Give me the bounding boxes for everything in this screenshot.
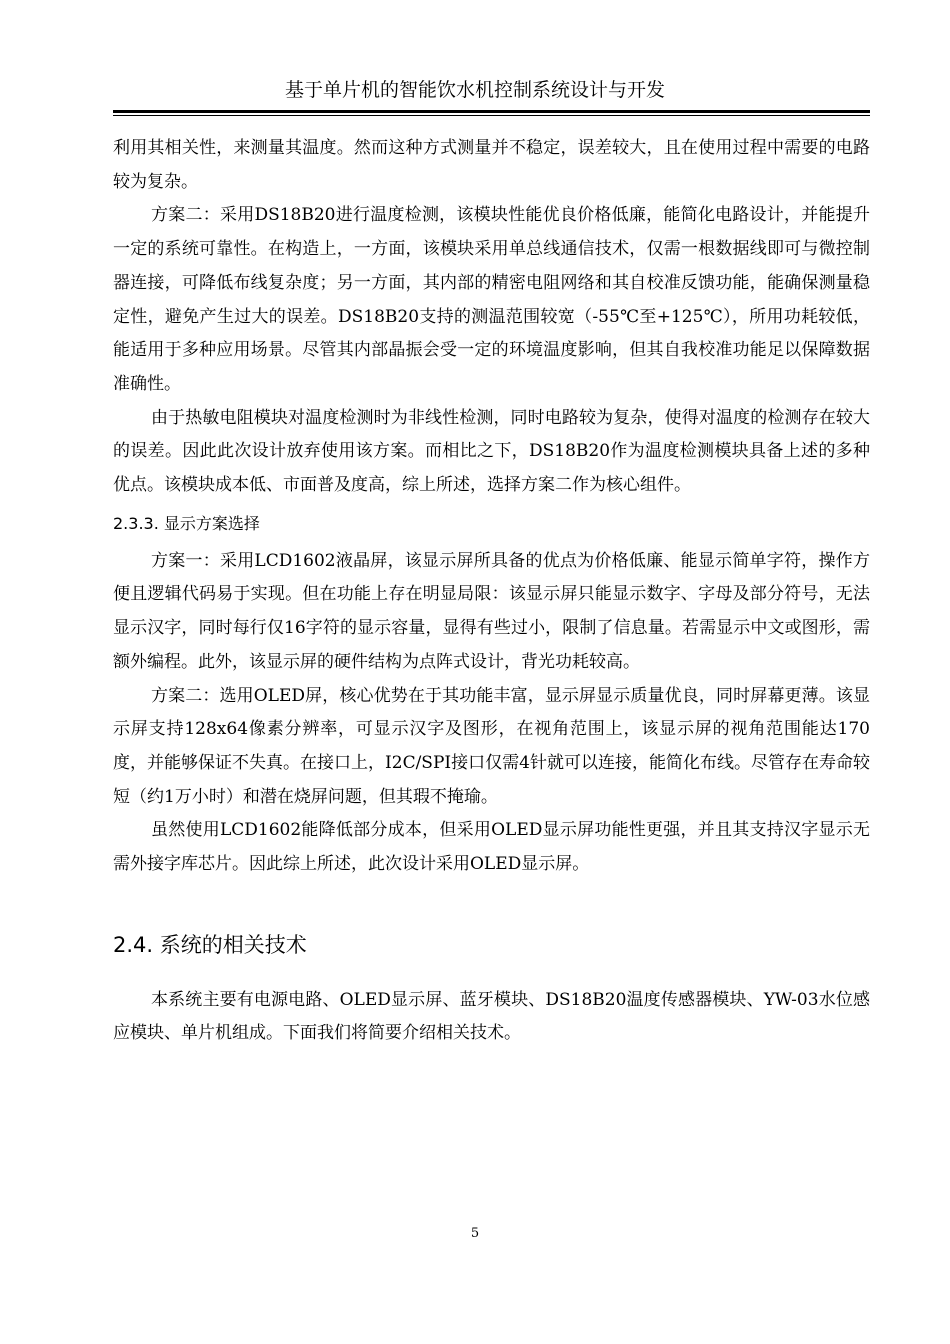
heading-2-3-3: 2.3.3. 显示方案选择 [113,513,260,533]
paragraph-temp-conclusion: 由于热敏电阻模块对温度检测时为非线性检测，同时电路较为复杂，使得对温度的检测存在较大的误差。因此此次设计放弃使用该方案。而相比之下，DS18B20作为温度检测模块具备上述的多种优点。该模块成本低、市面普及度高，综上所述，选择方案二作为核心组件。 [113,407,870,496]
heading-2-4: 2.4. 系统的相关技术 [113,932,307,957]
paragraph-display-plan-two: 方案二：选用OLED屏，核心优势在于其功能丰富，显示屏显示质量优良，同时屏幕更薄。该显示屏支持128x64像素分辨率，可显示汉字及图形，在视角范围上，该显示屏的视角范围能达170度，并能够保证不失真。在接口上，I2C/SPI接口仅需4针就可以连接，能简化布线。尽管存在寿命较短（约1万小时）和潜在烧屏问题，但其瑕不掩瑜。 [113,685,870,807]
header-rule-thin [113,115,870,116]
header-rule-thick [113,110,870,113]
page-number: 5 [470,1226,480,1241]
paragraph-display-plan-one: 方案一：采用LCD1602液晶屏，该显示屏所具备的优点为价格低廉、能显示简单字符，操作方便且逻辑代码易于实现。但在功能上存在明显局限：该显示屏只能显示数字、字母及部分符号，无法显示汉字，同时每行仅16字符的显示容量，显得有些过小，限制了信息量。若需显示中文或图形，需额外编程。此外，该显示屏的硬件结构为点阵式设计，背光功耗较高。 [113,550,870,672]
running-header: 基于单片机的智能饮水机控制系统设计与开发 [284,79,665,101]
paragraph-temp-plan-two: 方案二：采用DS18B20进行温度检测，该模块性能优良价格低廉，能简化电路设计，并能提升一定的系统可靠性。在构造上，一方面，该模块采用单总线通信技术，仅需一根数据线即可与微控制器连接，可降低布线复杂度；另一方面，其内部的精密电阻网络和其自校准反馈功能，能确保测量稳定性，避免产生过大的误差。DS18B20支持的测温范围较宽（-55℃至+125℃），所用功耗较低，能适用于多种应用场景。尽管其内部晶振会受一定的环境温度影响，但其自我校准功能足以保障数据准确性。 [113,205,870,394]
paragraph-continuation: 利用其相关性，来测量其温度。然而这种方式测量并不稳定，误差较大，且在使用过程中需要的电路较为复杂。 [113,138,870,192]
page-body [113,132,870,1051]
paragraph-system-overview: 本系统主要有电源电路、OLED显示屏、蓝牙模块、DS18B20温度传感器模块、YW-03水位感应模块、单片机组成。下面我们将简要介绍相关技术。 [113,989,870,1044]
paragraph-display-conclusion: 虽然使用LCD1602能降低部分成本，但采用OLED显示屏功能性更强，并且其支持汉字显示无需外接字库芯片。因此综上所述，此次设计采用OLED显示屏。 [113,820,870,875]
